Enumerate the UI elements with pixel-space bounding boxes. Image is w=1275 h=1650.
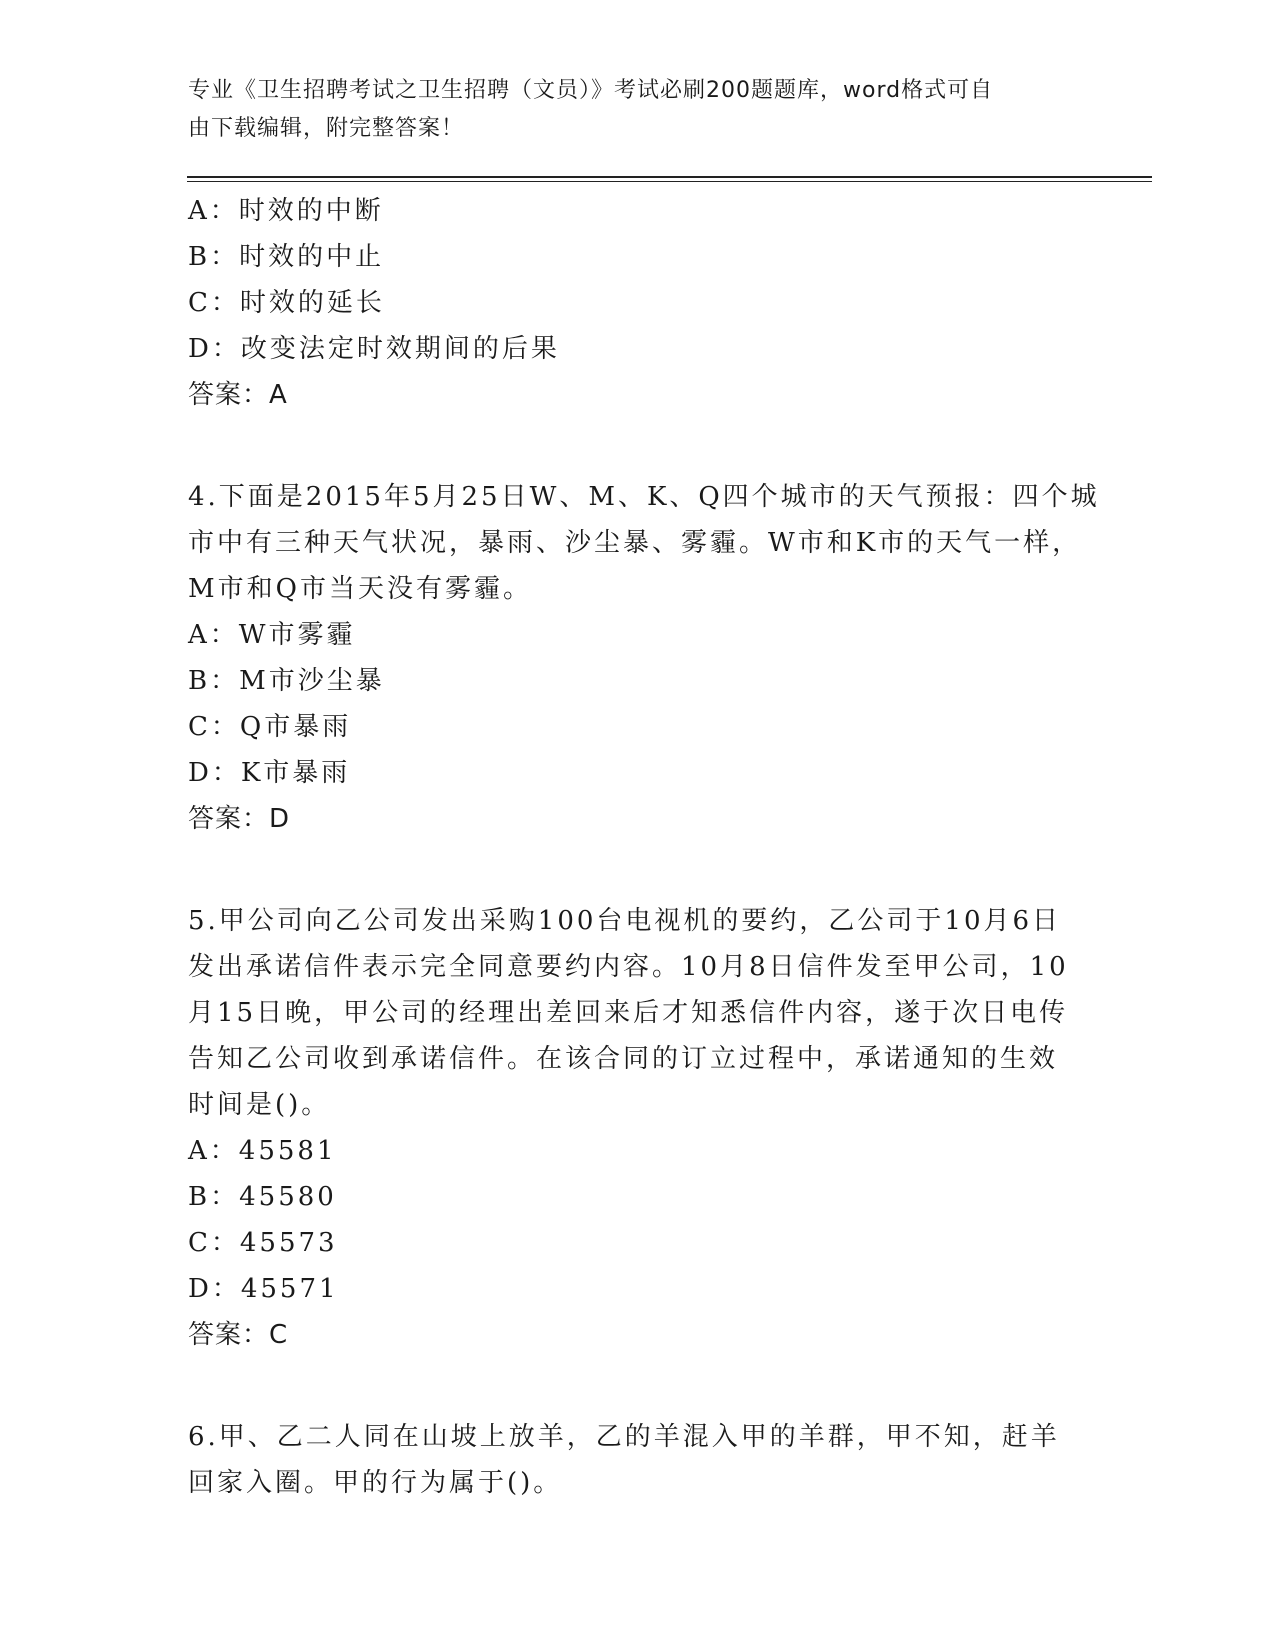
answer: 答案：C: [188, 1320, 289, 1350]
document-header: [188, 72, 1068, 148]
question-stem-line: 月15日晚，甲公司的经理出差回来后才知悉信件内容，遂于次日电传: [188, 998, 1069, 1028]
option-c: C：Q市暴雨: [188, 712, 352, 742]
question-stem-line: 市中有三种天气状况，暴雨、沙尘暴、雾霾。W市和K市的天气一样，: [188, 528, 1082, 558]
option-b: B：45580: [188, 1182, 337, 1212]
option-b: B：时效的中止: [188, 242, 385, 272]
spacer: [188, 1358, 1088, 1414]
question-stem-line: M市和Q市当天没有雾霾。: [188, 574, 532, 604]
question-4: [188, 474, 1100, 842]
header-line-2: 由下载编辑，附完整答案！: [188, 116, 465, 141]
option-a: A：W市雾霾: [188, 620, 356, 650]
question-stem-line: 4.下面是2015年5月25日W、M、K、Q四个城市的天气预报：四个城: [188, 482, 1100, 512]
question-stem-line: 5.甲公司向乙公司发出采购100台电视机的要约，乙公司于10月6日: [188, 906, 1062, 936]
question-stem-line: 回家入圈。甲的行为属于()。: [188, 1468, 563, 1498]
spacer: [188, 842, 1088, 898]
document-body: [188, 188, 1100, 1506]
question-3: [188, 188, 1088, 418]
question-5: [188, 898, 1088, 1358]
option-c: C：时效的延长: [188, 288, 385, 318]
header-divider-thin: [187, 181, 1152, 182]
spacer: [188, 418, 1088, 474]
question-6: [188, 1414, 1088, 1506]
header-divider: [187, 176, 1152, 178]
option-d: D：45571: [188, 1274, 339, 1304]
option-d: D：K市暴雨: [188, 758, 351, 788]
question-stem-line: 告知乙公司收到承诺信件。在该合同的订立过程中，承诺通知的生效: [188, 1044, 1059, 1074]
option-d: D：改变法定时效期间的后果: [188, 334, 560, 364]
question-stem-line: 时间是()。: [188, 1090, 331, 1120]
header-line-1: 专业《卫生招聘考试之卫生招聘（文员）》考试必刷200题题库，word格式可自: [188, 78, 994, 103]
option-a: A：时效的中断: [188, 196, 384, 226]
option-c: C：45573: [188, 1228, 338, 1258]
answer: 答案：A: [188, 380, 288, 410]
answer: 答案：D: [188, 804, 291, 834]
option-a: A：45581: [188, 1136, 337, 1166]
question-stem-line: 6.甲、乙二人同在山坡上放羊，乙的羊混入甲的羊群，甲不知，赶羊: [188, 1422, 1060, 1452]
option-b: B：M市沙尘暴: [188, 666, 385, 696]
question-stem-line: 发出承诺信件表示完全同意要约内容。10月8日信件发至甲公司，10: [188, 952, 1069, 982]
